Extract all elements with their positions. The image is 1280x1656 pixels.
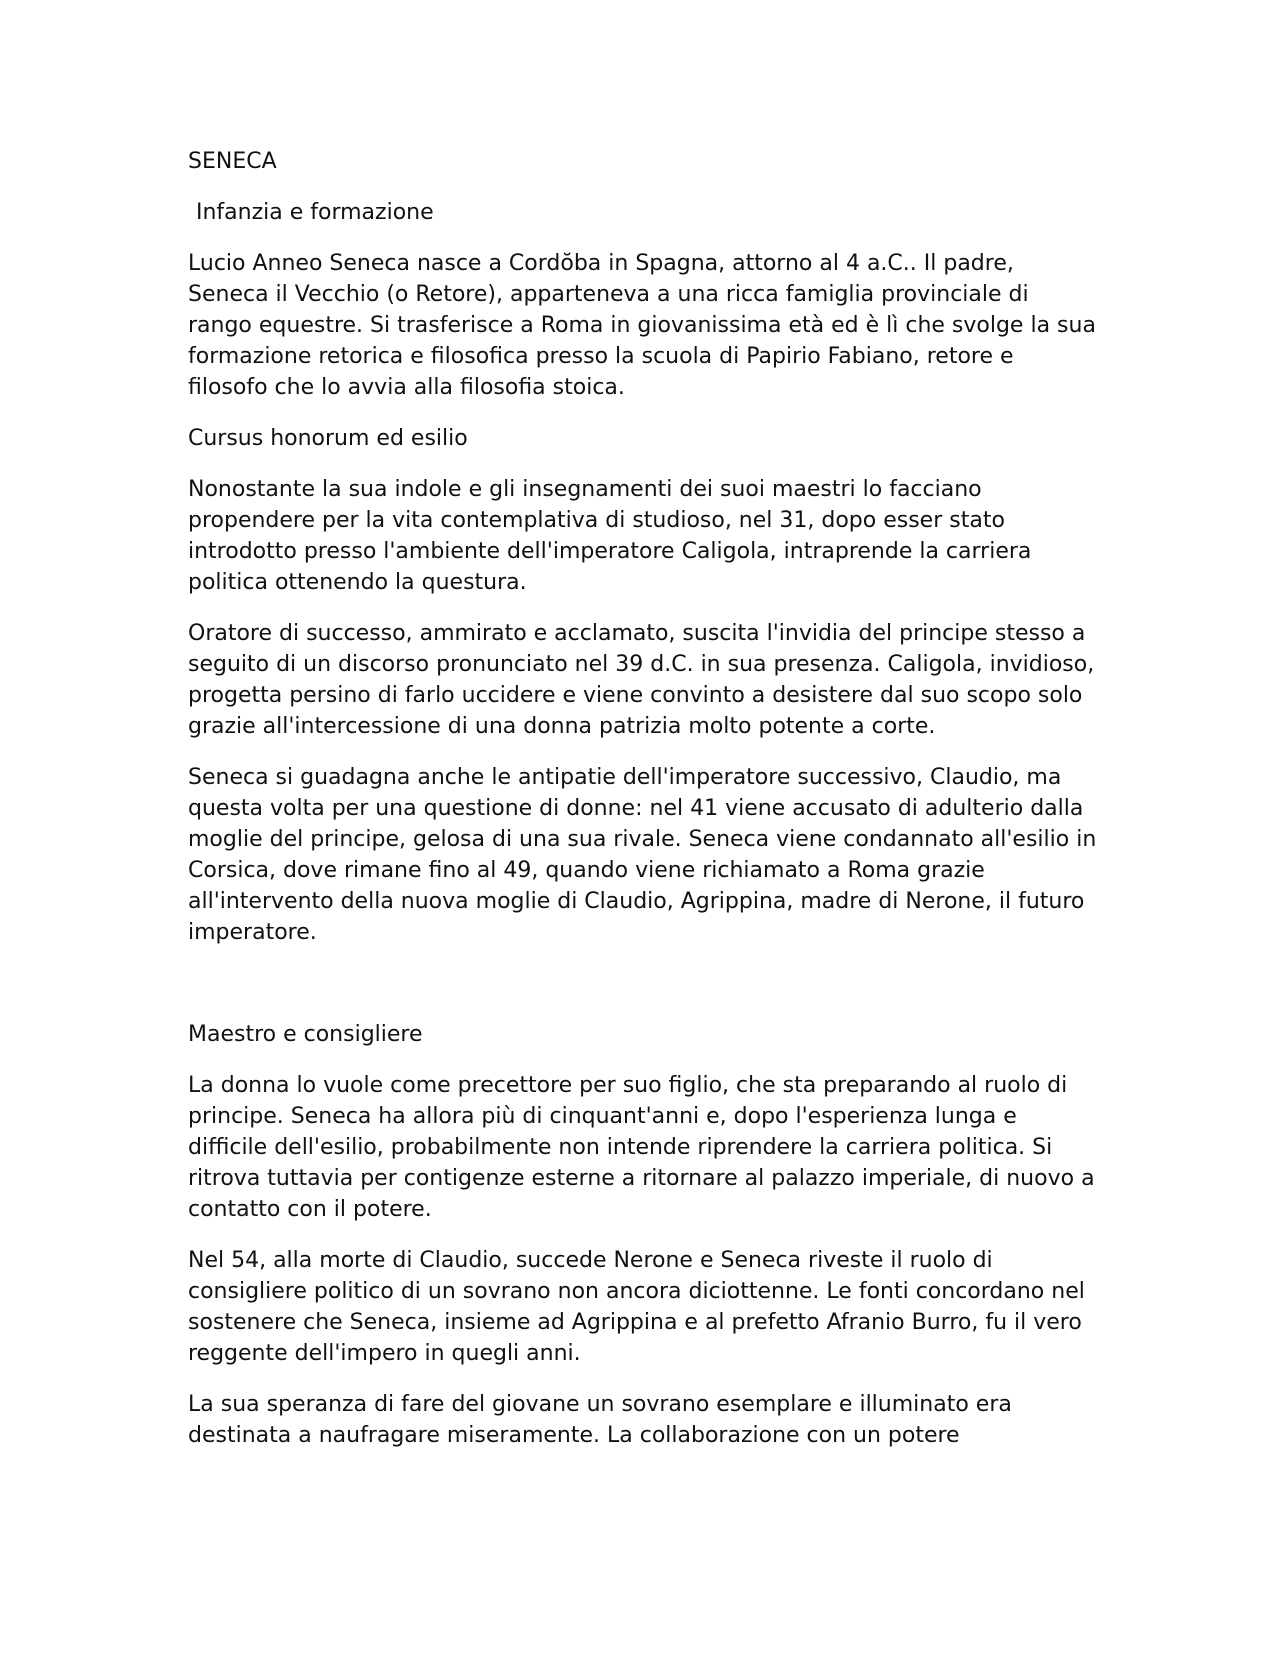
paragraph: Nel 54, alla morte di Claudio, succede Nerone e Seneca riveste il ruolo di consigliere politico di un sovrano non ancora diciottenne. Le fonti concordano nel sostenere che Seneca, insieme ad Agrippina e al prefetto Afranio Burro, fu il vero reggente dell'impero in quegli anni. bbox=[188, 1248, 1085, 1366]
paragraph: Oratore di successo, ammirato e acclamato, suscita l'invidia del principe stesso a seguito di un discorso pronunciato nel 39 d.C. in sua presenza. Caligola, invidioso, progetta persino di farlo uccidere e viene convinto a desistere dal suo scopo solo grazie all'intercessione di una donna patrizia molto potente a corte. bbox=[188, 621, 1095, 739]
section-heading-infanzia: Infanzia e formazione bbox=[196, 200, 434, 225]
document-title: SENECA bbox=[188, 149, 277, 174]
section-heading-cursus: Cursus honorum ed esilio bbox=[188, 426, 468, 451]
paragraph: Nonostante la sua indole e gli insegnamenti dei suoi maestri lo facciano propendere per la vita contemplativa di studioso, nel 31, dopo esser stato introdotto presso l'ambiente dell'imperatore Caligola, intraprende la carriera politica ottenendo la questura. bbox=[188, 477, 1032, 595]
section-heading-maestro: Maestro e consigliere bbox=[188, 1022, 423, 1047]
paragraph: La donna lo vuole come precettore per suo figlio, che sta preparando al ruolo di principe. Seneca ha allora più di cinquant'anni e, dopo l'esperienza lunga e difficile dell'esilio, probabilmente non intende riprendere la carriera politica. Si ritrova tuttavia per contigenze esterne a ritornare al palazzo imperiale, di nuovo a contatto con il potere. bbox=[188, 1073, 1095, 1222]
paragraph: La sua speranza di fare del giovane un sovrano esemplare e illuminato era destinata a naufragare miseramente. La collaborazione con un potere bbox=[188, 1392, 1012, 1448]
document-page bbox=[188, 146, 1098, 1471]
paragraph: Seneca si guadagna anche le antipatie dell'imperatore successivo, Claudio, ma questa volta per una questione di donne: nel 41 viene accusato di adulterio dalla moglie del principe, gelosa di una sua rivale. Seneca viene condannato all'esilio in Corsica, dove rimane fino al 49, quando viene richiamato a Roma grazie all'intervento della nuova moglie di Claudio, Agrippina, madre di Nerone, il futuro imperatore. bbox=[188, 765, 1097, 945]
paragraph: Lucio Anneo Seneca nasce a Cordŏba in Spagna, attorno al 4 a.C.. Il padre, Seneca il Vecchio (o Retore), apparteneva a una ricca famiglia provinciale di rango equestre. Si trasferisce a Roma in giovanissima età ed è lì che svolge la sua formazione retorica e filosofica presso la scuola di Papirio Fabiano, retore e filosofo che lo avvia alla filosofia stoica. bbox=[188, 251, 1096, 400]
